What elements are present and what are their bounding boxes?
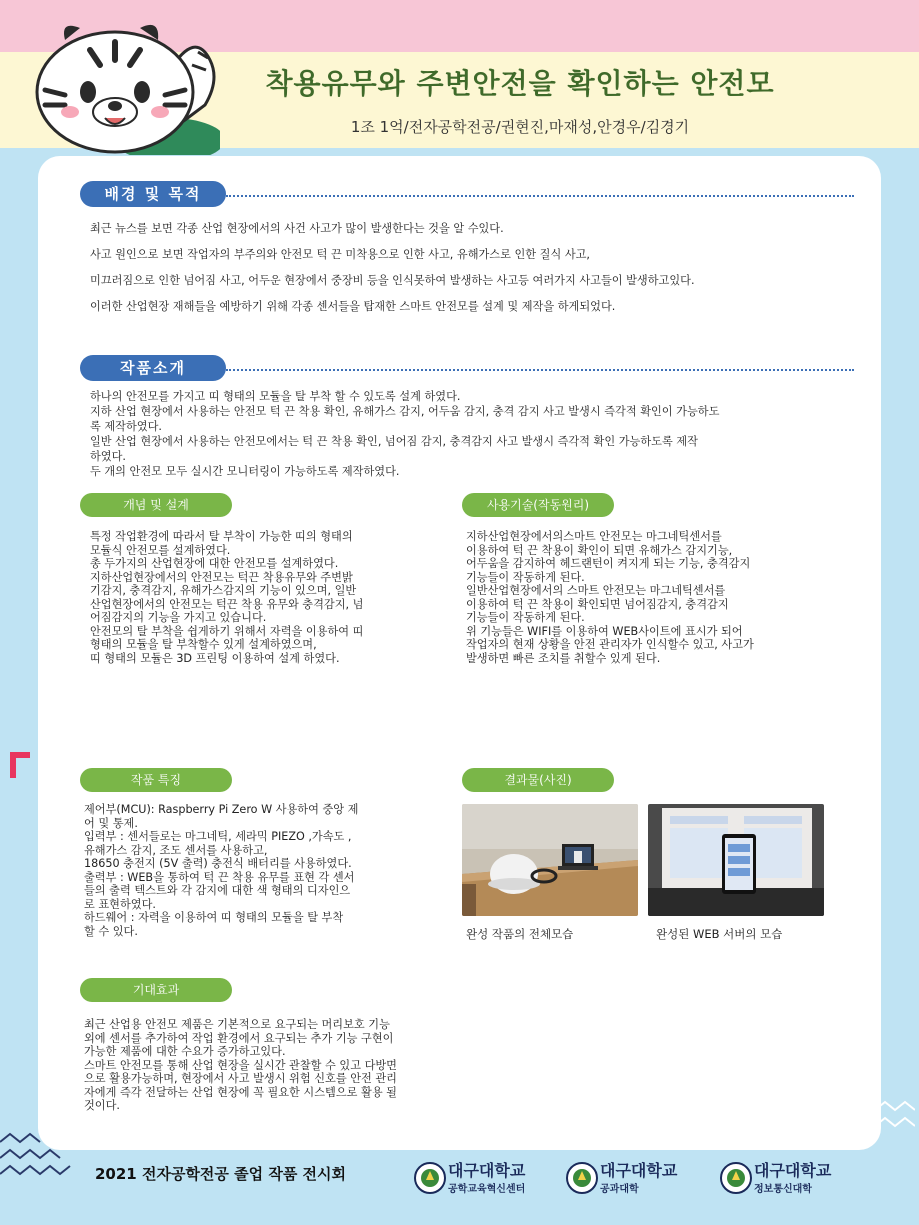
effects-line: 최근 산업용 안전모 제품은 기본적으로 요구되는 머리보호 기능 <box>84 1018 390 1031</box>
concept-line: 띠 형태의 모듈은 3D 프린팅 이용하여 설계 하였다. <box>90 651 340 665</box>
background-line: 이러한 산업현장 재해들을 예방하기 위해 각종 센서들을 탑재한 스마트 안전모를 설계 및 제작을 하게되었다. <box>90 300 616 313</box>
effects-text <box>84 1018 454 1113</box>
intro-line: 지하 산업 현장에서 사용하는 안전모 턱 끈 착용 확인, 유해가스 감지, 어두움 감지, 충격 감지 사고 발생시 즉각적 확인이 가능하도 <box>90 405 720 418</box>
caption-web-server: 완성된 WEB 서버의 모습 <box>656 927 783 941</box>
effects-line: 것이다. <box>84 1099 120 1112</box>
features-line: 입력부 : 센서들로는 마그네틱, 세라믹 PIEZO ,가속도 , <box>84 830 352 843</box>
effects-line: 으로 활용가능하며, 현장에서 사고 발생시 위험 신호를 안전 관리 <box>84 1072 397 1085</box>
university-name: 대구대학교 <box>600 1161 678 1180</box>
features-line: 유해가스 감지, 조도 센서를 사용하고, <box>84 843 268 857</box>
corner-bracket-icon <box>6 748 36 782</box>
page-title: 착용유무와 주변안전을 확인하는 안전모 <box>265 67 775 100</box>
tech-line: 기능들이 작동하게 된다. <box>466 611 585 624</box>
section-heading-intro: 작품소개 <box>80 355 226 381</box>
tiger-mascot-icon <box>20 10 220 155</box>
subheading-tech: 사용기술(작동원리) <box>462 493 614 517</box>
department-name: 공학교육혁신센터 <box>448 1184 526 1195</box>
subheading-features: 작품 특징 <box>80 768 232 792</box>
background-line: 사고 원인으로 보면 작업자의 부주의와 안전모 턱 끈 미착용으로 인한 사고, 유해가스로 인한 질식 사고, <box>90 248 590 261</box>
concept-line: 모듈식 안전모를 설계하였다. <box>90 543 231 557</box>
subheading-effects: 기대효과 <box>80 978 232 1002</box>
effects-line: 스마트 안전모를 통해 산업 현장을 실시간 관찰할 수 있고 다방면 <box>84 1058 397 1072</box>
background-line: 최근 뉴스를 보면 각종 산업 현장에서의 사건 사고가 많이 발생한다는 것을 알 수있다. <box>90 222 504 235</box>
intro-line: 하였다. <box>90 450 126 463</box>
effects-line: 자에게 즉각 전달하는 산업 현장에 꼭 필요한 시스템으로 활용 될 <box>84 1085 397 1099</box>
section-divider <box>226 369 854 371</box>
concept-line: 총 두가지의 산업현장에 대한 안전모를 설계하였다. <box>90 557 339 570</box>
department-name: 공과대학 <box>600 1184 639 1195</box>
department-name: 정보통신대학 <box>754 1184 812 1195</box>
tech-line: 일반산업현장에서의 스마트 안전모는 마그네틱센서를 <box>466 584 726 597</box>
concept-line: 산업현장에서의 안전모는 턱끈 착용 유무와 충격감지, 넘 <box>90 597 364 611</box>
photo-web-server <box>648 804 824 916</box>
photo-full-product <box>462 804 638 916</box>
university-seal-icon <box>414 1162 446 1194</box>
effects-line: 가능한 제품에 대한 수요가 증가하고있다. <box>84 1045 286 1058</box>
features-text <box>84 803 424 938</box>
tech-text <box>466 530 826 665</box>
subheading-results: 결과물(사진) <box>462 768 614 792</box>
features-line: 하드웨어 : 자력을 이용하여 띠 형태의 모듈을 탈 부착 <box>84 911 344 924</box>
concept-line: 어짐감지의 기능을 가지고 있습니다. <box>90 611 267 624</box>
section-heading-background: 배경 및 목적 <box>80 181 226 207</box>
concept-line: 기감지, 충격감지, 유해가스감지의 기능이 있으며, 일반 <box>90 584 357 597</box>
background-line: 미끄러짐으로 인한 넘어짐 사고, 어두운 현장에서 중장비 등을 인식못하여 발생하는 사고등 여러가지 사고들이 발생하고있다. <box>90 274 695 287</box>
background-text <box>90 216 850 320</box>
features-line: 18650 충전지 (5V 출력) 충전식 배터리를 사용하였다. <box>84 857 352 870</box>
features-line: 제어부(MCU): Raspberry Pi Zero W 사용하여 중앙 제 <box>84 803 359 816</box>
tech-line: 이용하여 턱 끈 착용이 확인되면 넘어짐감지, 충격감지 <box>466 597 729 611</box>
features-line: 로 표현하였다. <box>84 897 156 911</box>
team-info: 1조 1억/전자공학전공/권현진,마재성,안경우/김경기 <box>350 118 690 136</box>
features-line: 할 수 있다. <box>84 924 138 938</box>
features-line: 들의 출력 텍스트와 각 감지에 대한 색 형태의 디자인으 <box>84 884 351 897</box>
tech-line: 기능들이 작동하게 된다. <box>466 570 585 584</box>
logo-engineering-college <box>566 1158 696 1198</box>
tech-line: 발생하면 빠른 조치를 취할수 있게 된다. <box>466 651 661 665</box>
concept-line: 지하산업현장에서의 안전모는 턱끈 착용유무와 주변밝 <box>90 570 353 584</box>
section-divider <box>226 195 854 197</box>
subheading-concept: 개념 및 설계 <box>80 493 232 517</box>
concept-line: 특정 작업환경에 따라서 탈 부착이 가능한 띠의 형태의 <box>90 530 353 543</box>
effects-line: 외에 센서를 추가하여 작업 환경에서 요구되는 추가 기능 구현이 <box>84 1031 394 1045</box>
features-line: 출력부 : WEB을 통하여 턱 끈 착용 유무를 표현 각 센서 <box>84 870 355 884</box>
intro-line: 하나의 안전모를 가지고 띠 형태의 모듈을 탈 부착 할 수 있도록 설계 하였다. <box>90 390 461 403</box>
university-name: 대구대학교 <box>754 1161 832 1180</box>
concept-line: 형태의 모듈을 탈 부착할수 있게 설계하였으며, <box>90 638 317 651</box>
intro-line: 일반 산업 현장에서 사용하는 안전모에서는 턱 끈 착용 확인, 넘어짐 감지, 충격감지 사고 발생시 즉각적 확인 가능하도록 제작 <box>90 435 698 448</box>
intro-line: 록 제작하였다. <box>90 420 162 433</box>
tech-line: 어두움을 감지하여 헤드랜턴이 켜지게 되는 기능, 충격감지 <box>466 557 751 570</box>
logo-ict-college <box>720 1158 860 1198</box>
features-line: 어 및 통제. <box>84 816 138 830</box>
tech-line: 작업자의 현재 상황을 안전 관리자가 인식할수 있고, 사고가 <box>466 638 754 651</box>
logo-engineering-education <box>414 1158 554 1198</box>
university-seal-icon <box>720 1162 752 1194</box>
intro-text <box>90 389 830 479</box>
tech-line: 지하산업현장에서의스마트 안전모는 마그네틱센서를 <box>466 530 722 543</box>
concept-line: 안전모의 탈 부착을 쉽게하기 위해서 자력을 이용하여 띠 <box>90 624 364 638</box>
tech-line: 이용하여 턱 끈 착용이 확인이 되면 유해가스 감지기능, <box>466 543 733 557</box>
caption-full-product: 완성 작품의 전체모습 <box>466 927 574 941</box>
tech-line: 위 기능들은 WIFI를 이용하여 WEB사이트에 표시가 되어 <box>466 624 743 638</box>
footer-exhibition-title: 2021 전자공학전공 졸업 작품 전시회 <box>95 1165 347 1183</box>
university-seal-icon <box>566 1162 598 1194</box>
intro-line: 두 개의 안전모 모두 실시간 모니터링이 가능하도록 제작하였다. <box>90 465 400 478</box>
university-name: 대구대학교 <box>448 1161 526 1180</box>
concept-text <box>90 530 430 665</box>
